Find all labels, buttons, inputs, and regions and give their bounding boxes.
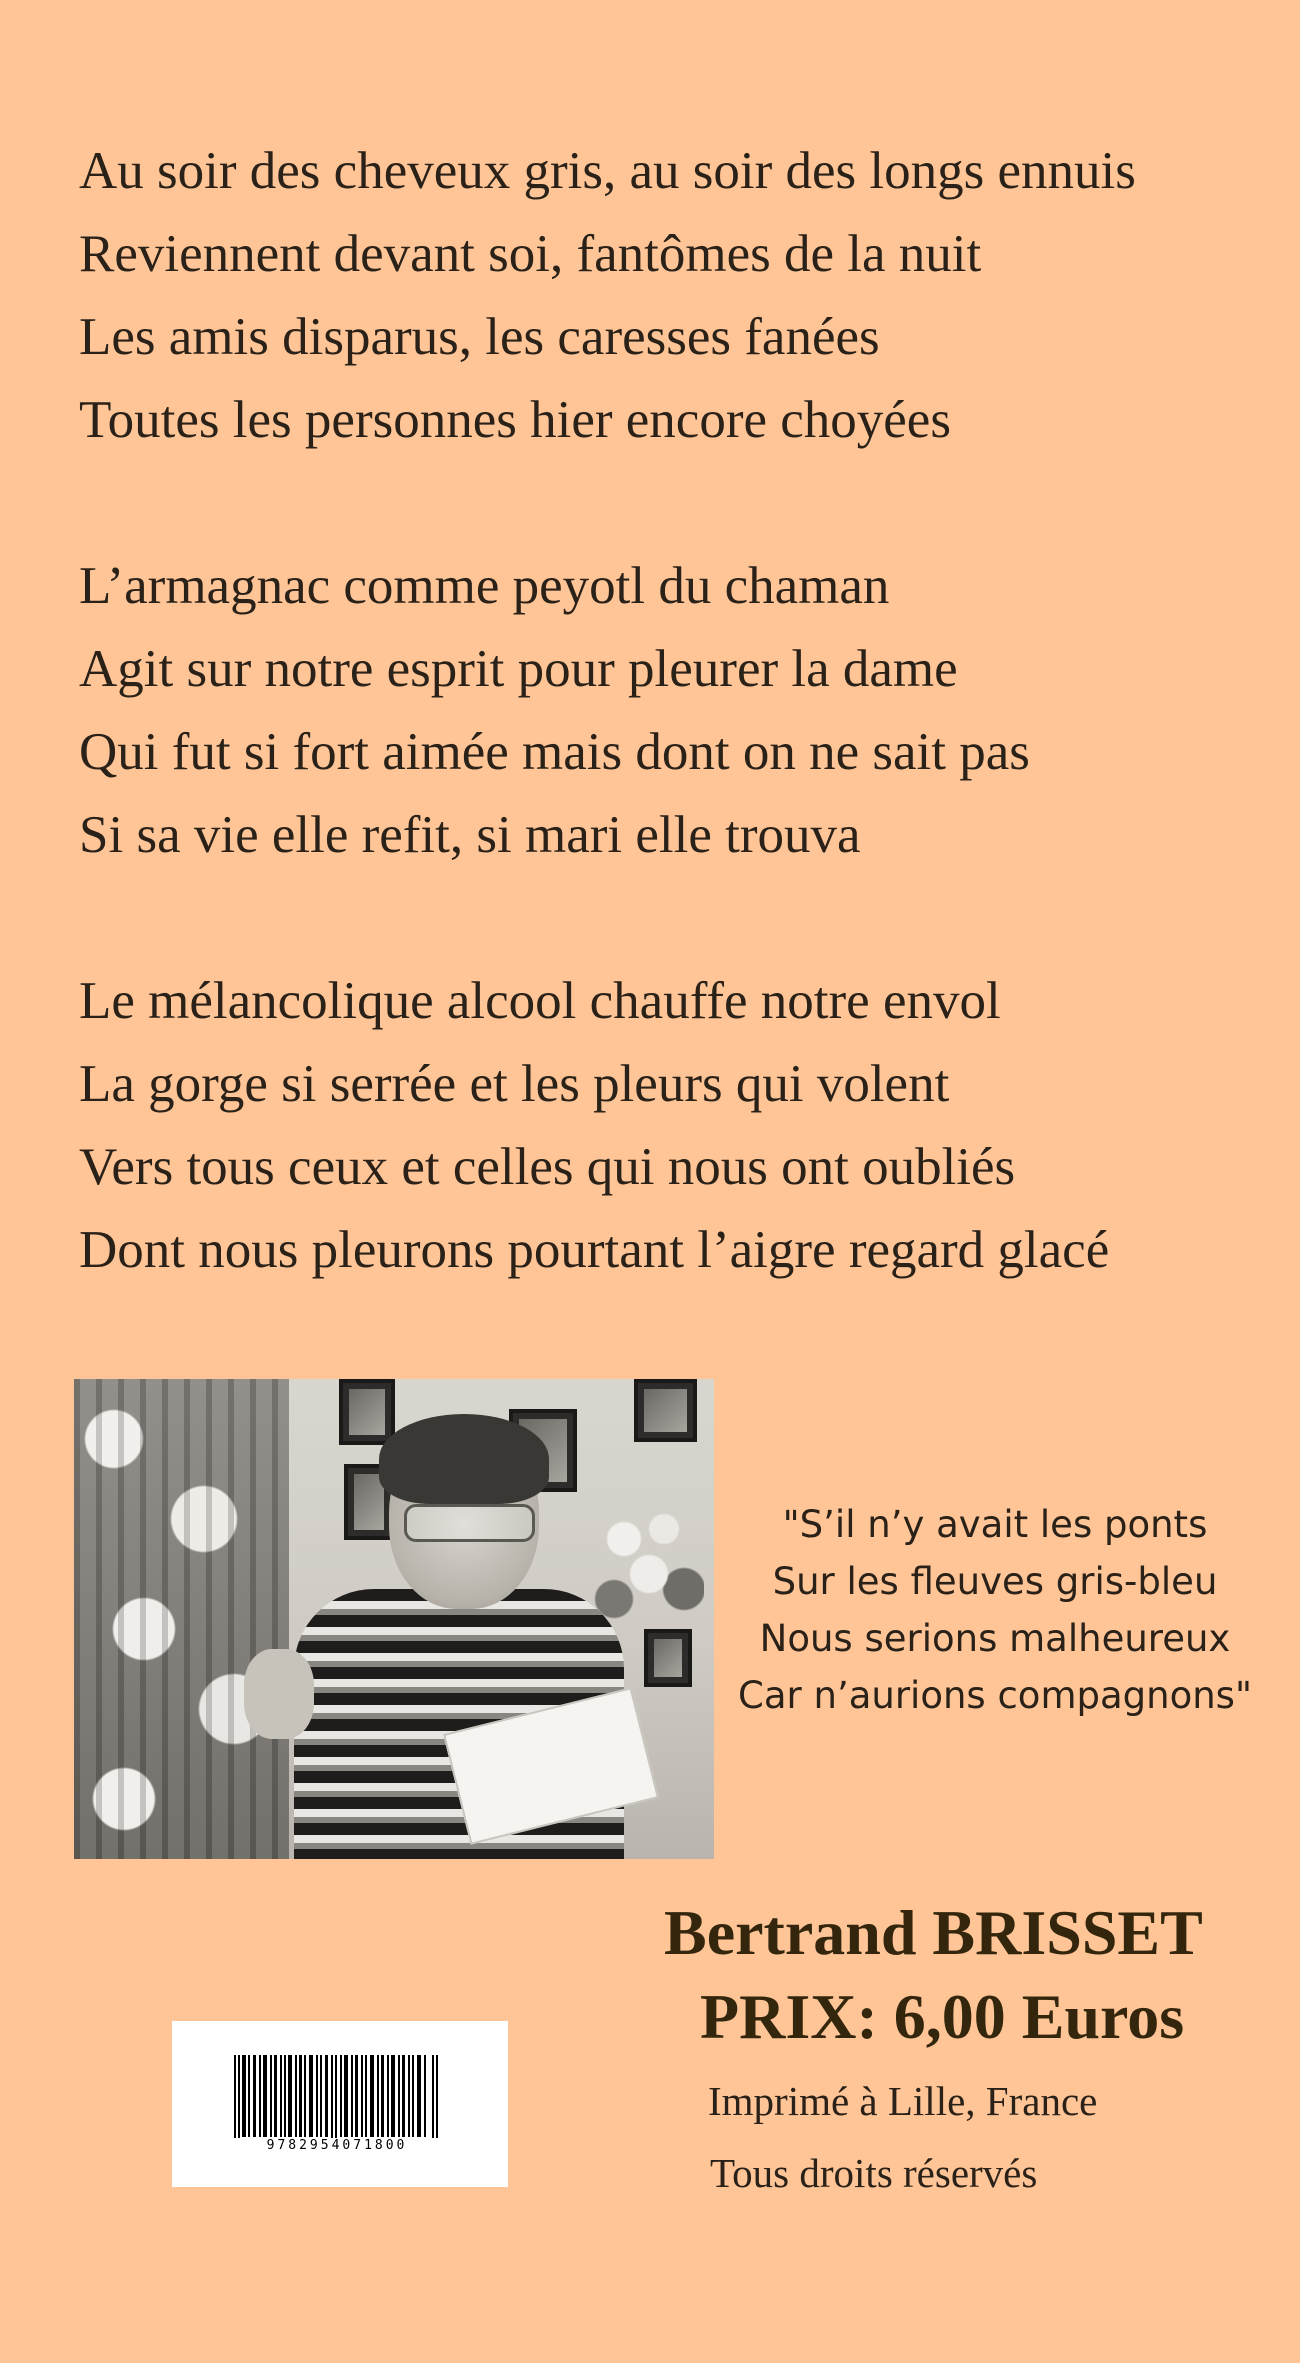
verse-line: Agit sur notre esprit pour pleurer la dame (79, 640, 958, 698)
verse-line: Le mélancolique alcool chauffe notre envol (79, 972, 1001, 1030)
poem (79, 130, 1259, 1375)
curtain (74, 1379, 289, 1859)
glasses (404, 1504, 535, 1542)
verse-line: L’armagnac comme peyotl du chaman (79, 557, 890, 615)
author-name: Bertrand BRISSET (664, 1897, 1203, 1968)
picture-frame (339, 1379, 395, 1445)
quote-line: Nous serions malheureux (759, 1617, 1231, 1660)
verse-line: Reviennent devant soi, fantômes de la nuit (79, 225, 982, 283)
verse-line: Vers tous ceux et celles qui nous ont oubliés (79, 1138, 1016, 1196)
stanza-3 (79, 960, 1259, 1292)
price: PRIX: 6,00 Euros (700, 1981, 1185, 2052)
quote-line: Sur les fleuves gris-bleu (772, 1560, 1218, 1603)
verse-line: Si sa vie elle refit, si mari elle trouva (79, 806, 861, 864)
quote (735, 1496, 1255, 1724)
verse-line: Au soir des cheveux gris, au soir des longs ennuis (79, 142, 1136, 200)
verse-line: Les amis disparus, les caresses fanées (79, 308, 880, 366)
hand (244, 1649, 314, 1739)
stanza-1 (79, 130, 1259, 462)
verse-line: Dont nous pleurons pourtant l’aigre regard glacé (79, 1221, 1110, 1279)
author-photo (74, 1379, 714, 1859)
isbn-number: 9782954071800 (232, 2138, 442, 2153)
verse-line: Qui fut si fort aimée mais dont on ne sait pas (79, 723, 1030, 781)
quote-line: Car n’aurions compagnons" (738, 1674, 1252, 1717)
quote-line: "S’il n’y avait les ponts (782, 1503, 1208, 1546)
barcode (172, 2021, 508, 2187)
person-hair (379, 1414, 549, 1504)
picture-frame (634, 1379, 697, 1442)
printed-location: Imprimé à Lille, France (708, 2078, 1098, 2124)
verse-line: Toutes les personnes hier encore choyées (79, 391, 951, 449)
stanza-2 (79, 545, 1259, 877)
verse-line: La gorge si serrée et les pleurs qui volent (79, 1055, 950, 1113)
rights-notice: Tous droits réservés (710, 2150, 1038, 2196)
